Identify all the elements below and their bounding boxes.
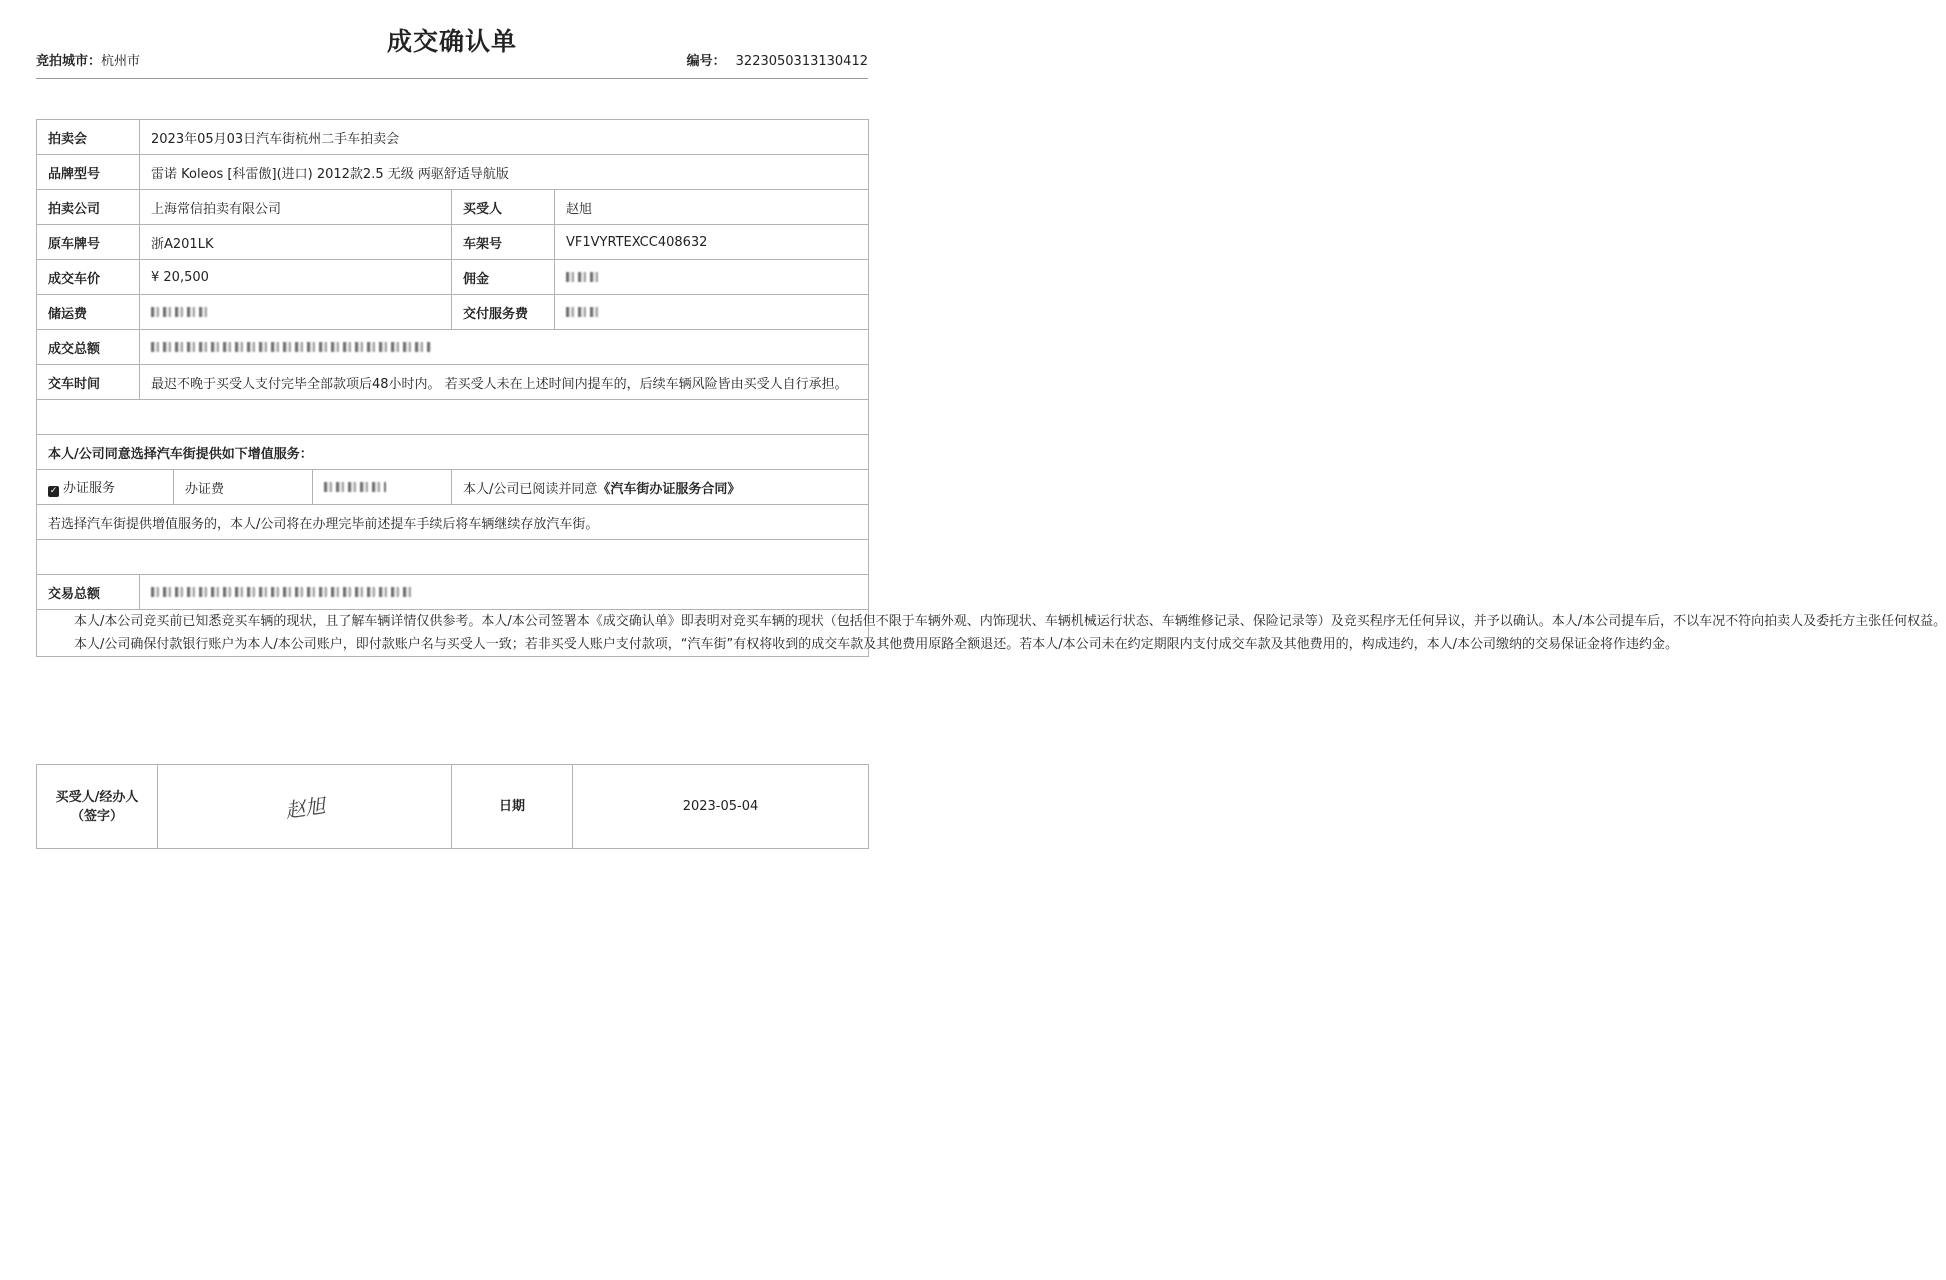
signature-box[interactable] <box>158 765 452 849</box>
signer-label <box>37 765 158 849</box>
document-header <box>36 22 868 78</box>
agreement-link[interactable]: 《汽车街办证服务合同》 <box>597 481 741 497</box>
table-row <box>37 330 869 365</box>
spacer-row <box>37 400 869 435</box>
company-label: 拍卖公司 <box>37 190 140 225</box>
commission-label: 佣金 <box>452 260 555 295</box>
service-fee-label: 办证费 <box>174 470 313 505</box>
delivery-fee-value <box>555 295 869 330</box>
checkbox-checked-icon[interactable]: ✓ <box>49 486 58 496</box>
model-label: 品牌型号 <box>37 155 140 190</box>
delivery-fee-label: 交付服务费 <box>452 295 555 330</box>
table-row <box>37 190 869 225</box>
model-value: 雷诺 Koleos [科雷傲](进口) 2012款2.5 无级 两驱舒适导航版 <box>140 155 869 190</box>
redacted-value <box>566 272 602 282</box>
plate-label: 原车牌号 <box>37 225 140 260</box>
vin-label: 车架号 <box>452 225 555 260</box>
table-row <box>37 260 869 295</box>
total-value <box>140 330 869 365</box>
signer-label-line1: 买受人/经办人 <box>55 789 139 805</box>
page-title: 成交确认单 <box>386 27 517 56</box>
number-value: 3223050313130412 <box>735 54 868 69</box>
company-value: 上海常信拍卖有限公司 <box>140 190 452 225</box>
table-row <box>37 470 869 505</box>
redacted-value <box>151 307 207 317</box>
terms-text <box>37 610 1946 657</box>
redacted-value <box>151 587 411 597</box>
number-label: 编号： <box>686 54 726 69</box>
service-option[interactable] <box>37 470 174 505</box>
table-row <box>37 155 869 190</box>
redacted-value <box>566 307 598 317</box>
city-label: 竞拍城市： <box>36 54 102 69</box>
spacer-row <box>37 540 869 575</box>
table-row <box>37 435 869 470</box>
table-row <box>37 400 869 435</box>
pickup-label: 交车时间 <box>37 365 140 400</box>
city-value: 杭州市 <box>101 54 141 69</box>
storage-label: 储运费 <box>37 295 140 330</box>
terms-paragraph-2: 本人/公司确保付款银行账户为本人/本公司账户，即付款账户名与买受人一致；若非买受人账户支付款项，“汽车街”有权将收到的成交车款及其他费用原路全额退还。若本人/本公司未在约定期限内支付成交车款及其他费用的，构成违约，本人/本公司缴纳的交易保证金将作违约金。 <box>74 637 1678 652</box>
table-row <box>37 225 869 260</box>
services-note: 若选择汽车街提供增值服务的，本人/公司将在办理完毕前述提车手续后将车辆继续存放汽车街。 <box>37 505 869 540</box>
header-divider <box>36 78 868 79</box>
transaction-total-label: 交易总额 <box>37 575 140 610</box>
price-label: 成交车价 <box>37 260 140 295</box>
handwritten-signature: 赵旭 <box>283 793 327 823</box>
services-heading: 本人/公司同意选择汽车街提供如下增值服务： <box>37 435 869 470</box>
agreement-consent <box>452 470 869 505</box>
auction-value: 2023年05月03日汽车街杭州二手车拍卖会 <box>140 120 869 155</box>
commission-value <box>555 260 869 295</box>
signature-row <box>37 765 869 849</box>
table-row <box>37 295 869 330</box>
redacted-value <box>151 342 431 352</box>
agreement-prefix: 本人/公司已阅读并同意 <box>463 481 598 497</box>
storage-value <box>140 295 452 330</box>
buyer-value: 赵旭 <box>555 190 869 225</box>
service-name: 办证服务 <box>63 481 116 496</box>
vin-value: VF1VYRTEXCC408632 <box>555 225 869 260</box>
buyer-label: 买受人 <box>452 190 555 225</box>
table-row <box>37 540 869 575</box>
date-value: 2023-05-04 <box>573 765 869 849</box>
confirmation-table <box>36 119 1946 657</box>
table-row <box>37 505 869 540</box>
redacted-value <box>324 482 386 492</box>
signature-table <box>36 764 869 849</box>
plate-value: 浙A201LK <box>140 225 452 260</box>
transaction-total-value <box>140 575 869 610</box>
terms-paragraph-1: 本人/本公司竞买前已知悉竞买车辆的现状，且了解车辆详情仅供参考。本人/本公司签署本《成交确认单》即表明对竞买车辆的现状（包括但不限于车辆外观、内饰现状、车辆机械运行状态、车辆维修记录、保险记录等）及竞买程序无任何异议，并予以确认。本人/本公司提车后，不以车况不符向拍卖人及委托方主张任何权益。 <box>74 614 1946 629</box>
table-row <box>37 120 869 155</box>
total-label: 成交总额 <box>37 330 140 365</box>
date-label: 日期 <box>452 765 573 849</box>
signer-label-line2: （签字） <box>70 808 123 824</box>
auction-label: 拍卖会 <box>37 120 140 155</box>
table-row <box>37 365 869 400</box>
price-value: ¥ 20,500 <box>140 260 452 295</box>
table-row <box>37 575 869 610</box>
document-number <box>687 50 868 69</box>
table-row <box>37 610 869 657</box>
pickup-value: 最迟不晚于买受人支付完毕全部款项后48小时内。 若买受人未在上述时间内提车的，后续车辆风险皆由买受人自行承担。 <box>140 365 869 400</box>
service-fee-value <box>313 470 452 505</box>
